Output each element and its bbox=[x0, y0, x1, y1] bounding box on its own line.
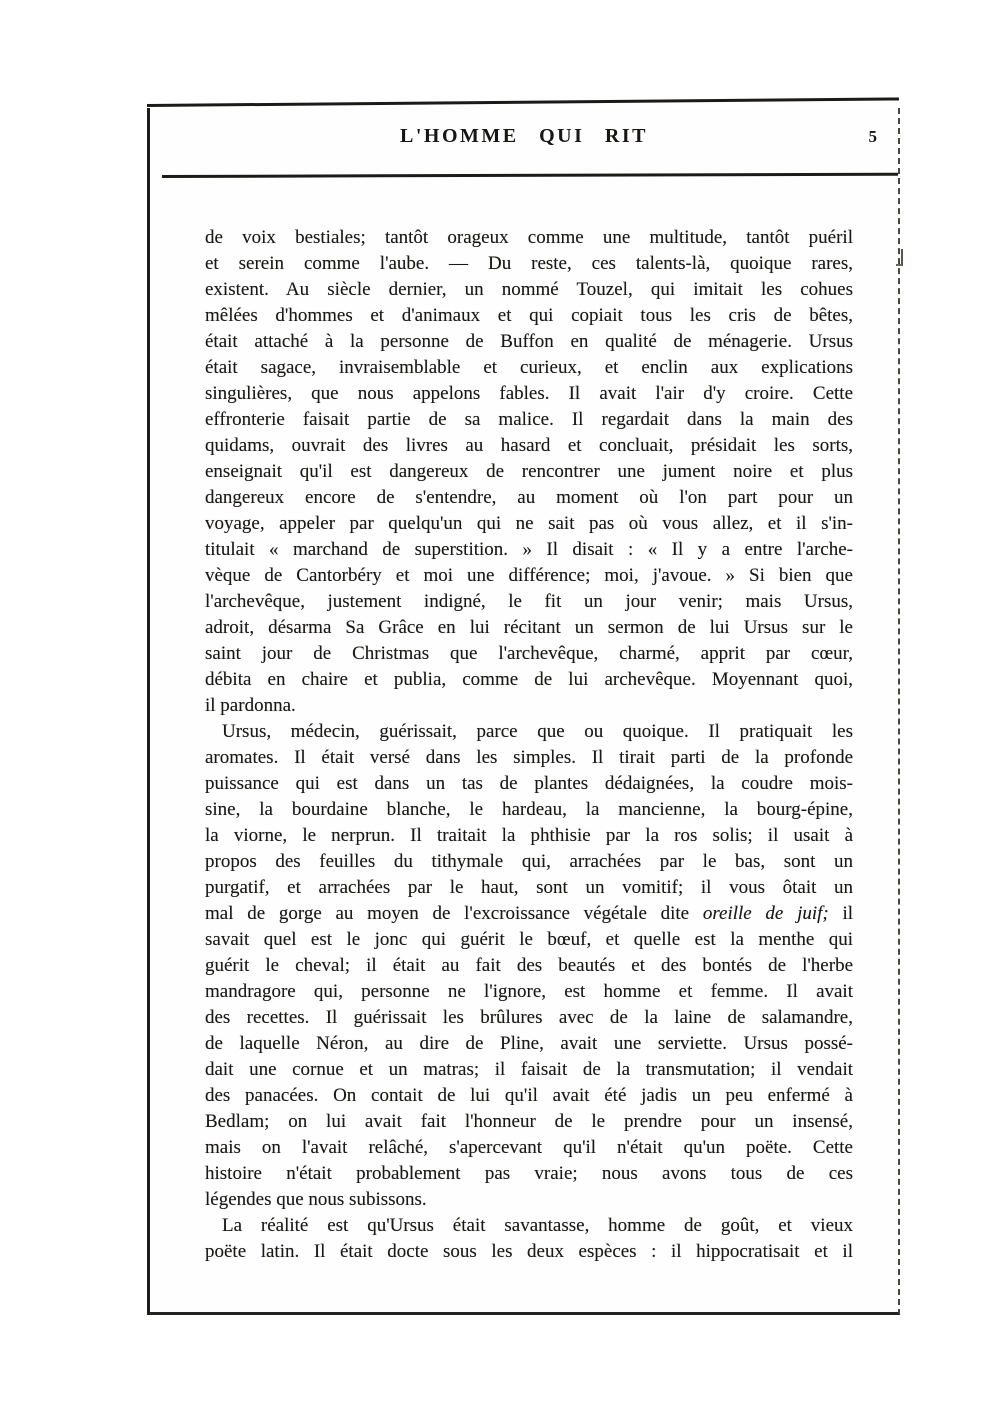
text-line: des recettes. Il guérissait les brûlures avec de la laine de salamandre, bbox=[205, 1007, 853, 1028]
text-line: des panacées. On contait de lui qu'il avait été jadis un peu enfermé à bbox=[205, 1085, 853, 1106]
text-line: histoire n'était probablement pas vraie; nous avons tous de ces bbox=[205, 1163, 853, 1184]
text-line: mal de gorge au moyen de l'excroissance végétale dite oreille de juif; il bbox=[205, 903, 853, 924]
text-line: existent. Au siècle dernier, un nommé Touzel, qui imitait les cohues bbox=[205, 279, 853, 300]
text-line: Bedlam; on lui avait fait l'honneur de le prendre pour un insensé, bbox=[205, 1111, 853, 1132]
top-border-rule bbox=[147, 97, 899, 107]
scan-artifact-mark bbox=[896, 249, 903, 266]
text-line: dangereux encore de s'entendre, au moment où l'on part pour un bbox=[205, 487, 853, 508]
page-number: 5 bbox=[868, 127, 877, 146]
running-header bbox=[150, 125, 898, 148]
text-line: saint jour de Christmas que l'archevêque, charmé, apprit par cœur, bbox=[205, 643, 853, 664]
text-line: mandragore qui, personne ne l'ignore, est homme et femme. Il avait bbox=[205, 981, 853, 1002]
text-line: l'archevêque, justement indigné, le fit un jour venir; mais Ursus, bbox=[205, 591, 853, 612]
text-line: sine, la bourdaine blanche, le hardeau, la mancienne, la bourg-épine, bbox=[205, 799, 853, 820]
text-line: de voix bestiales; tantôt orageux comme une multitude, tantôt puéril bbox=[205, 227, 853, 248]
text-line: quidams, ouvrait des livres au hasard et concluait, présidait les sorts, bbox=[205, 435, 853, 456]
text-line: savait quel est le jonc qui guérit le bœuf, et quelle est la menthe qui bbox=[205, 929, 853, 950]
text-line: propos des feuilles du tithymale qui, arrachées par le bas, sont un bbox=[205, 851, 853, 872]
text-line: de laquelle Néron, au dire de Pline, avait une serviette. Ursus possé- bbox=[205, 1033, 853, 1054]
text-line: dait une cornue et un matras; il faisait de la transmutation; il vendait bbox=[205, 1059, 853, 1080]
italic-phrase: oreille de juif; bbox=[702, 903, 829, 924]
text-line: débita en chaire et publia, comme de lui archevêque. Moyennant quoi, bbox=[205, 669, 853, 690]
text-line: vèque de Cantorbéry et moi une différence; moi, j'avoue. » Si bien que bbox=[205, 565, 853, 586]
text-line: Ursus, médecin, guérissait, parce que ou quoique. Il pratiquait les bbox=[222, 721, 853, 742]
text-line: enseignait qu'il est dangereux de rencontrer une jument noire et plus bbox=[205, 461, 853, 482]
page-body bbox=[205, 225, 853, 1265]
text-line: purgatif, et arrachées par le haut, sont un vomitif; il vous ôtait un bbox=[205, 877, 853, 898]
text-line: voyage, appeler par quelqu'un qui ne sait pas où vous allez, et il s'in- bbox=[205, 513, 853, 534]
text-line: et serein comme l'aube. — Du reste, ces talents-là, quoique rares, bbox=[205, 253, 853, 274]
text-line: poëte latin. Il était docte sous les deux espèces : il hippocratisait et il bbox=[205, 1241, 853, 1262]
text-line: aromates. Il était versé dans les simples. Il tirait parti de la profonde bbox=[205, 747, 853, 768]
text-line: la viorne, le nerprun. Il traitait la phthisie par la ros solis; il usait à bbox=[205, 825, 853, 846]
text-line: La réalité est qu'Ursus était savantasse, homme de goût, et vieux bbox=[222, 1215, 853, 1236]
text-line: adroit, désarma Sa Grâce en lui récitant un sermon de lui Ursus sur le bbox=[205, 617, 853, 638]
text-line: puissance qui est dans un tas de plantes dédaignées, la coudre mois- bbox=[205, 773, 853, 794]
text-line: guérit le cheval; il était au fait des beautés et des bontés de l'herbe bbox=[205, 955, 853, 976]
text-line: titulait « marchand de superstition. » Il disait : « Il y a entre l'arche- bbox=[205, 539, 853, 560]
text-line: mêlées d'hommes et d'animaux et qui copiait tous les cris de bêtes, bbox=[205, 305, 853, 326]
book-title: L'HOMME QUI RIT bbox=[400, 125, 648, 147]
header-divider-rule bbox=[162, 173, 898, 178]
text-line: singulières, que nous appelons fables. Il avait l'air d'y croire. Cette bbox=[205, 383, 853, 404]
text-line: légendes que nous subissons. bbox=[205, 1189, 427, 1210]
text-line: mais on l'avait relâché, s'apercevant qu'il n'était qu'un poëte. Cette bbox=[205, 1137, 853, 1158]
text-line: était attaché à la personne de Buffon en qualité de ménagerie. Ursus bbox=[205, 331, 853, 352]
text-line: effronterie faisait partie de sa malice. Il regardait dans la main des bbox=[205, 409, 853, 430]
text-line: il pardonna. bbox=[205, 695, 296, 716]
page-frame bbox=[147, 108, 900, 1315]
text-line: était sagace, invraisemblable et curieux, et enclin aux explications bbox=[205, 357, 853, 378]
